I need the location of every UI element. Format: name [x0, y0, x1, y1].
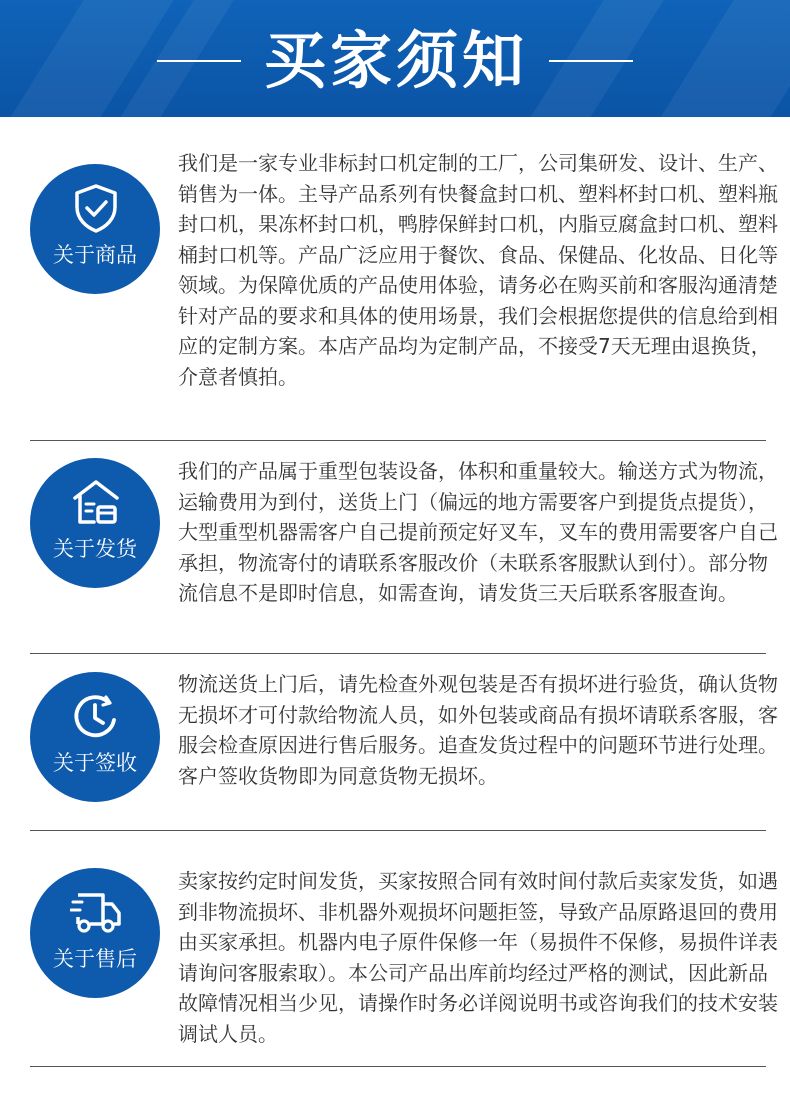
- section-divider: [30, 830, 766, 831]
- delivery-truck-icon: [70, 886, 122, 938]
- section-text: 我们是一家专业非标封口机定制的工厂，公司集研发、设计、生产、销售为一体。主导产品系列有快餐盒封口机、塑料杯封口机、塑料瓶封口机，果冻杯封口机，鸭脖保鲜封口机，内脂豆腐盒封口机、塑料桶封口机等。产品广泛应用于餐饮、食品、保健品、化妆品、日化等领域。为保障优质的产品使用体验，请务必在购买前和客服沟通清楚针对产品的要求和具体的使用场景，我们会根据您提供的信息给到相应的定制方案。本店产品均为定制产品，不接受7天无理由退换货，介意者慎拍。: [178, 151, 778, 389]
- section-badge: [30, 164, 160, 294]
- section-text: 卖家按约定时间发货，买家按照合同有效时间付款后卖家发货，如遇到非物流损坏、非机器外观损坏问题拒签，导致产品原路退回的费用由买家承担。机器内电子原件保修一年（易损件不保修，易损件详表请询问客服索取）。本公司产品出库前均经过严格的测试，因此新品故障情况相当少见，请操作时务必详阅说明书或咨询我们的技术安装调试人员。: [178, 869, 778, 1046]
- page-title: 买家须知: [263, 24, 528, 97]
- section-badge: [30, 672, 160, 802]
- section-label: 关于商品: [53, 243, 137, 267]
- warehouse-delivery-icon: [70, 476, 122, 528]
- section-badge: [30, 458, 160, 588]
- page-header: [0, 0, 790, 117]
- section-label: 关于售后: [53, 947, 137, 971]
- section-text: 我们的产品属于重型包装设备，体积和重量较大。输送方式为物流，运输费用为到付，送货上门（偏远的地方需要客户到提货点提货），大型重型机器需客户自己提前预定好叉车，叉车的费用需要客户自己承担，物流寄付的请联系客服改价（未联系客服默认到付）。部分物流信息不是即时信息，如需查询，请发货三天后联系客服查询。: [178, 459, 778, 605]
- section-divider: [30, 440, 766, 441]
- clock-icon: [70, 690, 122, 742]
- section-divider: [30, 653, 766, 654]
- section-divider: [30, 1066, 766, 1067]
- header-rule-right: [549, 60, 633, 62]
- section-badge: [30, 868, 160, 998]
- shield-check-icon: [70, 182, 122, 234]
- section-label: 关于发货: [53, 537, 137, 561]
- section-text: 物流送货上门后，请先检查外观包装是否有损坏进行验货，确认货物无损坏才可付款给物流人员，如外包装或商品有损坏请联系客服，客服会检查原因进行售后服务。追查发货过程中的问题环节进行处理。客户签收货物即为同意货物无损坏。: [178, 672, 778, 788]
- header-rule-left: [157, 60, 241, 62]
- section-label: 关于签收: [53, 751, 137, 775]
